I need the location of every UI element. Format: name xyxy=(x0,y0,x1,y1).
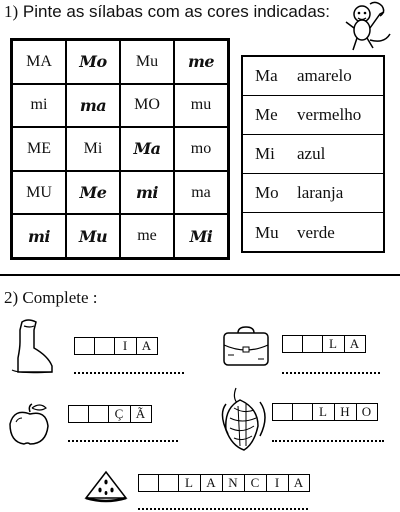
grid-cell[interactable]: mo xyxy=(174,127,228,171)
legend-color-name: vermelho xyxy=(297,105,362,124)
blank-box[interactable] xyxy=(88,405,108,423)
answer-line-corn[interactable] xyxy=(272,440,384,442)
legend-color-name: verde xyxy=(297,222,335,242)
question-1-number: 1) xyxy=(4,2,19,21)
blank-box[interactable] xyxy=(138,474,158,492)
grid-cell[interactable]: mu xyxy=(174,84,228,128)
grid-cell[interactable]: Mu xyxy=(66,214,120,258)
grid-cell[interactable]: ME xyxy=(12,127,66,171)
letter-box: A xyxy=(344,335,366,353)
letter-box: L xyxy=(312,403,334,421)
apple-icon xyxy=(6,402,54,448)
legend-syllable: Mu xyxy=(255,222,279,242)
corn-icon xyxy=(216,386,272,452)
blank-box[interactable] xyxy=(94,337,114,355)
blank-box[interactable] xyxy=(68,405,88,423)
word-boxes-briefcase xyxy=(282,335,366,353)
section-divider xyxy=(0,274,400,276)
answer-line-boot[interactable] xyxy=(74,372,184,374)
letter-box: N xyxy=(222,474,244,492)
color-legend xyxy=(241,55,385,253)
letter-box: Ç xyxy=(108,405,130,423)
answer-line-briefcase[interactable] xyxy=(282,372,380,374)
boot-icon xyxy=(8,318,56,376)
blank-box[interactable] xyxy=(158,474,178,492)
legend-syllable: Mo xyxy=(255,183,279,202)
letter-box: A xyxy=(136,337,158,355)
letter-box: H xyxy=(334,403,356,421)
letter-box: L xyxy=(178,474,200,492)
word-boxes-corn xyxy=(272,403,378,421)
blank-box[interactable] xyxy=(74,337,94,355)
letter-box: O xyxy=(356,403,378,421)
grid-cell[interactable]: mi xyxy=(12,214,66,258)
grid-cell[interactable]: Mu xyxy=(120,40,174,84)
question-1-instruction: Pinte as sílabas com as cores indicadas: xyxy=(22,2,331,21)
blank-box[interactable] xyxy=(272,403,292,421)
watermelon-icon xyxy=(82,468,130,504)
grid-cell[interactable]: Me xyxy=(66,171,120,215)
legend-row xyxy=(243,135,383,174)
legend-color-name: laranja xyxy=(297,183,344,202)
answer-line-apple[interactable] xyxy=(68,440,178,442)
letter-box: Ã xyxy=(130,405,152,423)
grid-cell[interactable]: Mi xyxy=(66,127,120,171)
monkey-icon xyxy=(340,0,398,58)
grid-cell[interactable]: mi xyxy=(120,171,174,215)
legend-syllable: Ma xyxy=(255,66,278,85)
letter-box: C xyxy=(244,474,266,492)
letter-box: A xyxy=(288,474,310,492)
grid-cell[interactable]: MO xyxy=(120,84,174,128)
blank-box[interactable] xyxy=(292,403,312,421)
legend-row xyxy=(243,57,383,96)
legend-row xyxy=(243,96,383,135)
syllable-grid xyxy=(10,38,230,260)
word-boxes-watermelon xyxy=(138,474,310,492)
grid-cell[interactable]: Ma xyxy=(120,127,174,171)
grid-cell[interactable]: mi xyxy=(12,84,66,128)
letter-box: I xyxy=(266,474,288,492)
answer-line-watermelon[interactable] xyxy=(138,508,308,510)
legend-syllable: Me xyxy=(255,105,278,124)
word-boxes-boot xyxy=(74,337,158,355)
letter-box: I xyxy=(114,337,136,355)
legend-color-name: amarelo xyxy=(297,66,352,85)
legend-row xyxy=(243,174,383,213)
question-1-title xyxy=(4,2,330,22)
briefcase-icon xyxy=(218,325,274,371)
grid-cell[interactable]: ma xyxy=(174,171,228,215)
grid-cell[interactable]: me xyxy=(174,40,228,84)
letter-box: L xyxy=(322,335,344,353)
legend-color-name: azul xyxy=(297,144,326,163)
grid-cell[interactable]: MU xyxy=(12,171,66,215)
grid-cell[interactable]: Mi xyxy=(174,214,228,258)
grid-cell[interactable]: me xyxy=(120,214,174,258)
blank-box[interactable] xyxy=(302,335,322,353)
blank-box[interactable] xyxy=(282,335,302,353)
legend-syllable: Mi xyxy=(255,144,275,163)
grid-cell[interactable]: Mo xyxy=(66,40,120,84)
grid-cell[interactable]: ma xyxy=(66,84,120,128)
question-2-title: 2) Complete : xyxy=(4,288,98,307)
word-boxes-apple xyxy=(68,405,152,423)
letter-box: A xyxy=(200,474,222,492)
grid-cell[interactable]: MA xyxy=(12,40,66,84)
legend-row xyxy=(243,213,383,252)
